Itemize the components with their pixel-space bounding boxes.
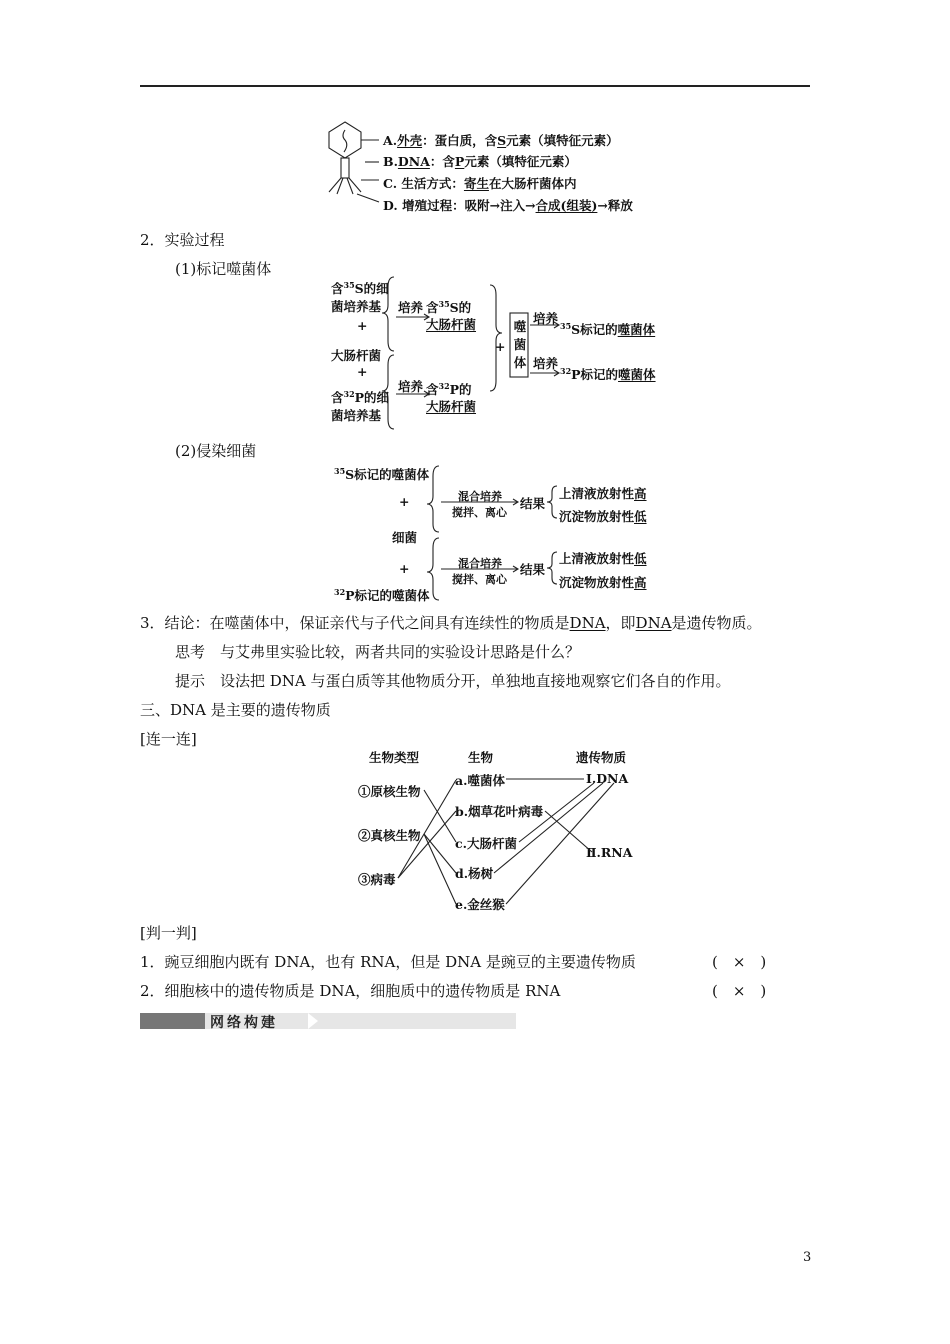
page-number: 3	[803, 1250, 812, 1265]
organism-ecoli: c.大肠杆菌	[455, 836, 517, 851]
stir-centrifuge-label: 搅拌、离心	[452, 506, 507, 519]
genetic-rna: Ⅱ.RNA	[586, 845, 633, 860]
plus-sign: +	[495, 339, 506, 354]
output-p32-phage: $^{32}$P标记的噬菌体	[560, 365, 656, 382]
phage-part-c: C. 生活方式：寄生在大肠杆菌体内	[383, 176, 577, 191]
culture-label: 培养	[533, 311, 559, 326]
plus-sign: +	[399, 561, 410, 576]
judge-mark-2: ( × )	[712, 982, 767, 1000]
hint-answer: 提示 设法把 DNA 与蛋白质等其他物质分开，单独地直接地观察它们各自的作用。	[175, 672, 731, 690]
connect-tag: [连一连]	[140, 730, 197, 748]
output-s35-phage: $^{35}$S标记的噬菌体	[560, 320, 656, 337]
phage-box: 噬 菌 体	[513, 319, 527, 370]
stir-centrifuge-label: 搅拌、离心	[452, 573, 507, 586]
culture-label: 培养	[398, 379, 424, 394]
section-2-heading: 2．实验过程	[140, 231, 225, 249]
bacteria-label: 细菌	[392, 530, 418, 545]
result-label: 结果	[520, 562, 546, 577]
result-ecoli-p32: 含$^{32}$P的 大肠杆菌	[426, 381, 477, 415]
phage-part-b: B.DNA：含P元素（填特征元素）	[383, 154, 577, 169]
ecoli-label: 大肠杆菌	[331, 348, 382, 363]
organism-golden-monkey: e.金丝猴	[455, 897, 505, 912]
header-genetic-material: 遗传物质	[576, 750, 627, 765]
medium-s35: 含$^{35}$S的细 菌培养基	[331, 280, 389, 315]
culture-label: 培养	[398, 300, 424, 315]
plus-sign: +	[357, 318, 368, 333]
mix-culture-label: 混合培养	[458, 490, 502, 503]
chevron-right-icon	[308, 1013, 318, 1029]
conclusion-line: 3．结论：在噬菌体中，保证亲代与子代之间具有连续性的物质是DNA，即DNA是遗传物质。	[140, 614, 762, 632]
result-label: 结果	[520, 496, 546, 511]
plus-sign: +	[357, 364, 368, 379]
section-3-heading: 三、DNA 是主要的遗传物质	[140, 701, 331, 719]
result-ecoli-s35: 含$^{35}$S的 大肠杆菌	[426, 299, 477, 333]
sediment-result-1: 沉淀物放射性低	[559, 509, 647, 524]
supernatant-result-1: 上清液放射性高	[559, 486, 647, 501]
culture-label: 培养	[533, 356, 559, 371]
type-eukaryote: ②真核生物	[358, 828, 421, 843]
plus-sign: +	[399, 494, 410, 509]
subsection-label-phage: (1)标记噬菌体	[175, 260, 272, 278]
judge-tag: [判一判]	[140, 924, 197, 942]
sediment-result-2: 沉淀物放射性高	[559, 575, 647, 590]
banner-title: 网络构建	[210, 1015, 278, 1031]
type-prokaryote: ①原核生物	[358, 784, 421, 799]
medium-p32: 含$^{32}$P的细 菌培养基	[331, 389, 390, 424]
think-question: 思考 与艾弗里实验比较，两者共同的实验设计思路是什么？	[175, 643, 581, 661]
organism-phage: a.噬菌体	[455, 773, 505, 788]
header-organism: 生物	[468, 750, 494, 765]
type-virus: ③病毒	[358, 872, 396, 887]
mix-culture-label: 混合培养	[458, 557, 502, 570]
judge-item-2: 2．细胞核中的遗传物质是 DNA，细胞质中的遗传物质是 RNA	[140, 982, 561, 1000]
header-organism-type: 生物类型	[369, 750, 420, 765]
judge-item-1: 1．豌豆细胞内既有 DNA，也有 RNA，但是 DNA 是豌豆的主要遗传物质	[140, 953, 636, 971]
banner-bar	[140, 1013, 205, 1029]
phage-part-d: D. 增殖过程：吸附→注入→合成(组装)→释放	[383, 198, 633, 213]
judge-mark-1: ( × )	[712, 953, 767, 971]
supernatant-result-2: 上清液放射性低	[559, 551, 647, 566]
section-banner	[140, 1013, 516, 1029]
organism-poplar: d.杨树	[455, 866, 494, 881]
phage-part-a: A.外壳：蛋白质，含S元素（填特征元素）	[383, 133, 619, 148]
genetic-dna: Ⅰ.DNA	[586, 771, 629, 786]
phage-p32: $^{32}$P标记的噬菌体	[334, 586, 430, 603]
subsection-label-infect: (2)侵染细菌	[175, 442, 257, 460]
phage-s35: $^{35}$S标记的噬菌体	[334, 465, 430, 482]
organism-tmv: b.烟草花叶病毒	[455, 804, 544, 819]
